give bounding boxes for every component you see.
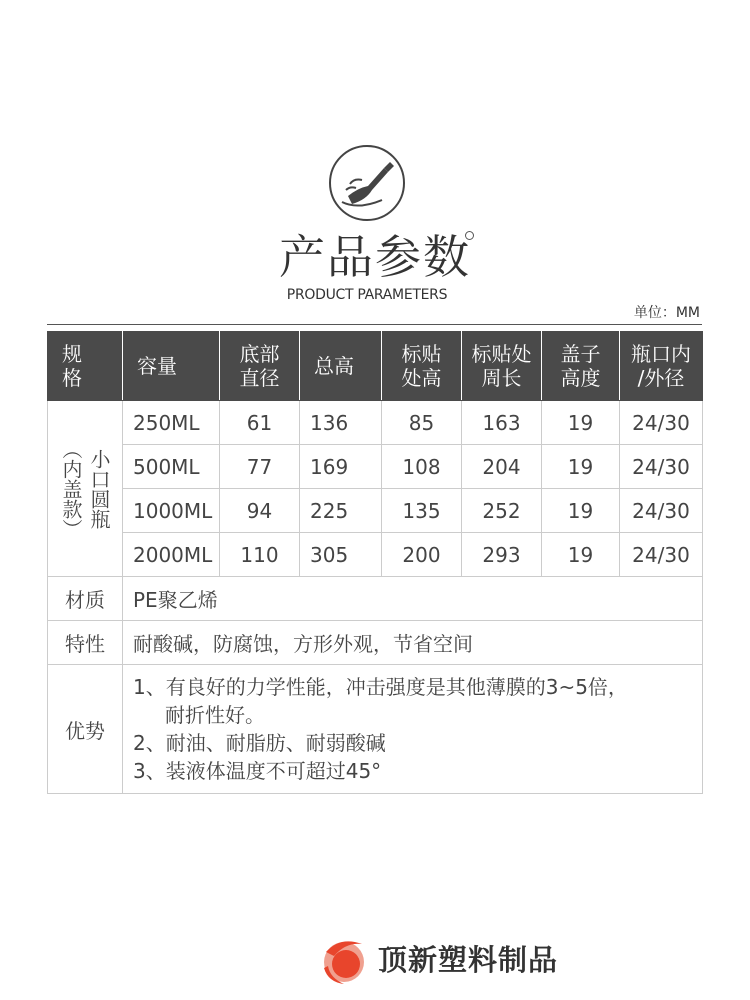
group-label-main: 小口圆瓶: [87, 448, 111, 529]
header-total-height: 总高: [300, 332, 382, 401]
material-value: PE聚乙烯: [123, 577, 703, 621]
feature-value: 耐酸碱，防腐蚀，方形外观，节省空间: [123, 621, 703, 665]
table-row: [48, 489, 703, 533]
group-label-cell: [48, 401, 123, 577]
hand-writing-pen-icon: [328, 144, 406, 222]
cell-label-circumference: 163: [462, 401, 542, 445]
table-row: [48, 445, 703, 489]
cell-label-circumference: 204: [462, 445, 542, 489]
cell-cap-height: 19: [542, 489, 620, 533]
cell-cap-height: 19: [542, 445, 620, 489]
cell-neck-diameter: 24/30: [620, 445, 703, 489]
cell-label-height: 200: [382, 533, 462, 577]
header-divider: [47, 324, 702, 325]
advantage-label: 优势: [48, 665, 123, 794]
cell-capacity: 250ML: [123, 401, 220, 445]
material-label: 材质: [48, 577, 123, 621]
cell-label-height: 108: [382, 445, 462, 489]
cell-neck-diameter: 24/30: [620, 401, 703, 445]
advantage-row: [48, 665, 703, 794]
header-capacity: 容量: [123, 332, 220, 401]
feature-label: 特性: [48, 621, 123, 665]
cell-total-height: 225: [300, 489, 382, 533]
parameters-table: [47, 331, 703, 794]
table-row: [48, 401, 703, 445]
title-decoration-dot: [465, 231, 474, 240]
brand-footer: [320, 934, 580, 990]
header-spec: 规 格: [48, 332, 123, 401]
header-label-circumference: 标贴处 周长: [462, 332, 542, 401]
cell-label-circumference: 252: [462, 489, 542, 533]
cell-base-diameter: 94: [220, 489, 300, 533]
cell-cap-height: 19: [542, 533, 620, 577]
table-header-row: [48, 332, 703, 401]
advantage-list: [123, 665, 703, 794]
page-subtitle: PRODUCT PARAMETERS: [286, 287, 448, 303]
cell-total-height: 169: [300, 445, 382, 489]
cell-base-diameter: 77: [220, 445, 300, 489]
feature-row: [48, 621, 703, 665]
brand-name: 顶新塑料制品: [378, 943, 559, 977]
header-neck-diameter: 瓶口内 /外径: [620, 332, 703, 401]
cell-label-height: 85: [382, 401, 462, 445]
cell-capacity: 2000ML: [123, 533, 220, 577]
cell-cap-height: 19: [542, 401, 620, 445]
cell-total-height: 136: [300, 401, 382, 445]
advantage-item: 2、耐油、耐脂肪、耐弱酸碱: [133, 731, 386, 755]
advantage-item: 3、装液体温度不可超过45°: [133, 759, 382, 783]
header-base-diameter: 底部 直径: [220, 332, 300, 401]
cell-label-circumference: 293: [462, 533, 542, 577]
cell-total-height: 305: [300, 533, 382, 577]
cell-neck-diameter: 24/30: [620, 489, 703, 533]
cell-base-diameter: 110: [220, 533, 300, 577]
cell-base-diameter: 61: [220, 401, 300, 445]
table-row: [48, 533, 703, 577]
header-cap-height: 盖子 高度: [542, 332, 620, 401]
brand-logo-icon: [320, 934, 368, 986]
header-label-height: 标贴 处高: [382, 332, 462, 401]
cell-label-height: 135: [382, 489, 462, 533]
cell-capacity: 500ML: [123, 445, 220, 489]
unit-label: 单位：MM: [633, 305, 700, 321]
page-title: 产品参数: [279, 230, 471, 284]
group-label-sub: （内盖款）: [59, 438, 83, 539]
advantage-item: 1、有良好的力学性能，冲击强度是其他薄膜的3~5倍，: [133, 675, 628, 699]
cell-neck-diameter: 24/30: [620, 533, 703, 577]
cell-capacity: 1000ML: [123, 489, 220, 533]
advantage-item: 耐折性好。: [165, 703, 265, 727]
material-row: [48, 577, 703, 621]
